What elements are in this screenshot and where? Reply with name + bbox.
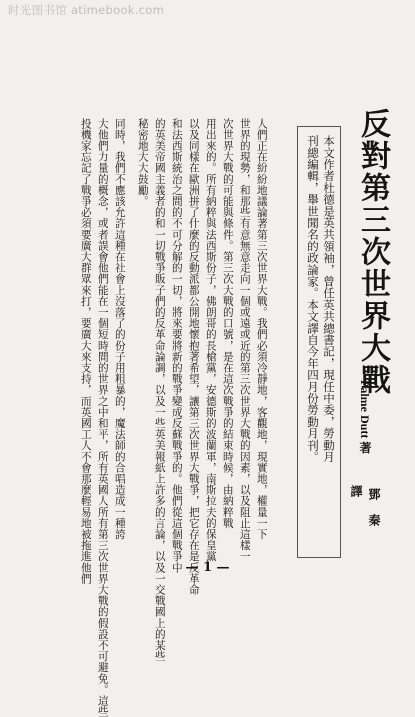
body-line-1: 人們正在紛紛地議論著第三次世界大戰。我們必須冷靜地，客觀地，現實地，權量一下	[255, 118, 268, 540]
page-number: — 1 —	[185, 560, 230, 575]
translator-label: 譯	[349, 485, 363, 501]
body-line-10: 大他們力量的概念，或者誤會他們能在一個短時間的世界之中和平，所有英國人所有第三次世界大戰的假設不可避免。這些	[96, 118, 109, 717]
intro-line-1: 本文作者杜德是英共領袖，曾任英共總書記，現任中委，勞動月	[322, 135, 336, 463]
body-line-2: 世界的現勢，和那些有意無意走向一個或遠或近的第三次世界大戰的因素，以及阻止這樣一	[238, 118, 251, 562]
watermark: 时光图书馆 atimebook.com	[8, 3, 165, 17]
intro-line-2: 刊總編輯，舉世聞名的政論家。本文譯自今年四月份勞動月刊。	[306, 135, 320, 463]
body-line-9: 同時，我們不應該允許這種在社會上沒落了的份子用粗暴的，魔法師的合唱造成一種誇	[113, 118, 126, 540]
body-line-11: 投機家忘記了戰爭必須要廣大群眾來打，要廣大來支持，而英國工人不會那麼輕易地被拖進他們	[79, 118, 92, 585]
article-title: 反對第三次世界大戰	[355, 108, 390, 396]
body-line-5: 以及同樣在歐洲拼了什麼的反動派都公開地懷抱著希望，讓第三次世界大戰爭，把它存在是反革命	[187, 118, 200, 596]
author-latin-name: Palme Dutt 著	[358, 380, 372, 454]
body-line-4: 用出來的。所有納粹與法西斯份子，佛朗哥的長槍黨，安德斯的波蘭軍，南斯拉夫的保皇黨	[204, 118, 217, 562]
body-line-7: 的英美帝國主義者的和一切戰爭販子們的反革命論調，以及一些英美報紙上許多的言論，以及一交戰國上的某些	[153, 118, 166, 662]
author-name: 鄧 秦	[367, 488, 381, 526]
body-line-6: 和法西斯統治之間的不可分解的一切，將來要將新的戰爭變成反蘇戰爭的。他們從這個戰爭中	[170, 118, 183, 574]
body-line-8: 秘密地大大鼓勵。	[136, 118, 149, 207]
body-line-3: 次世界大戰的可能與條件。第三次大戰的口號，是在這次戰爭的結束時候，由納粹戰	[221, 118, 234, 529]
